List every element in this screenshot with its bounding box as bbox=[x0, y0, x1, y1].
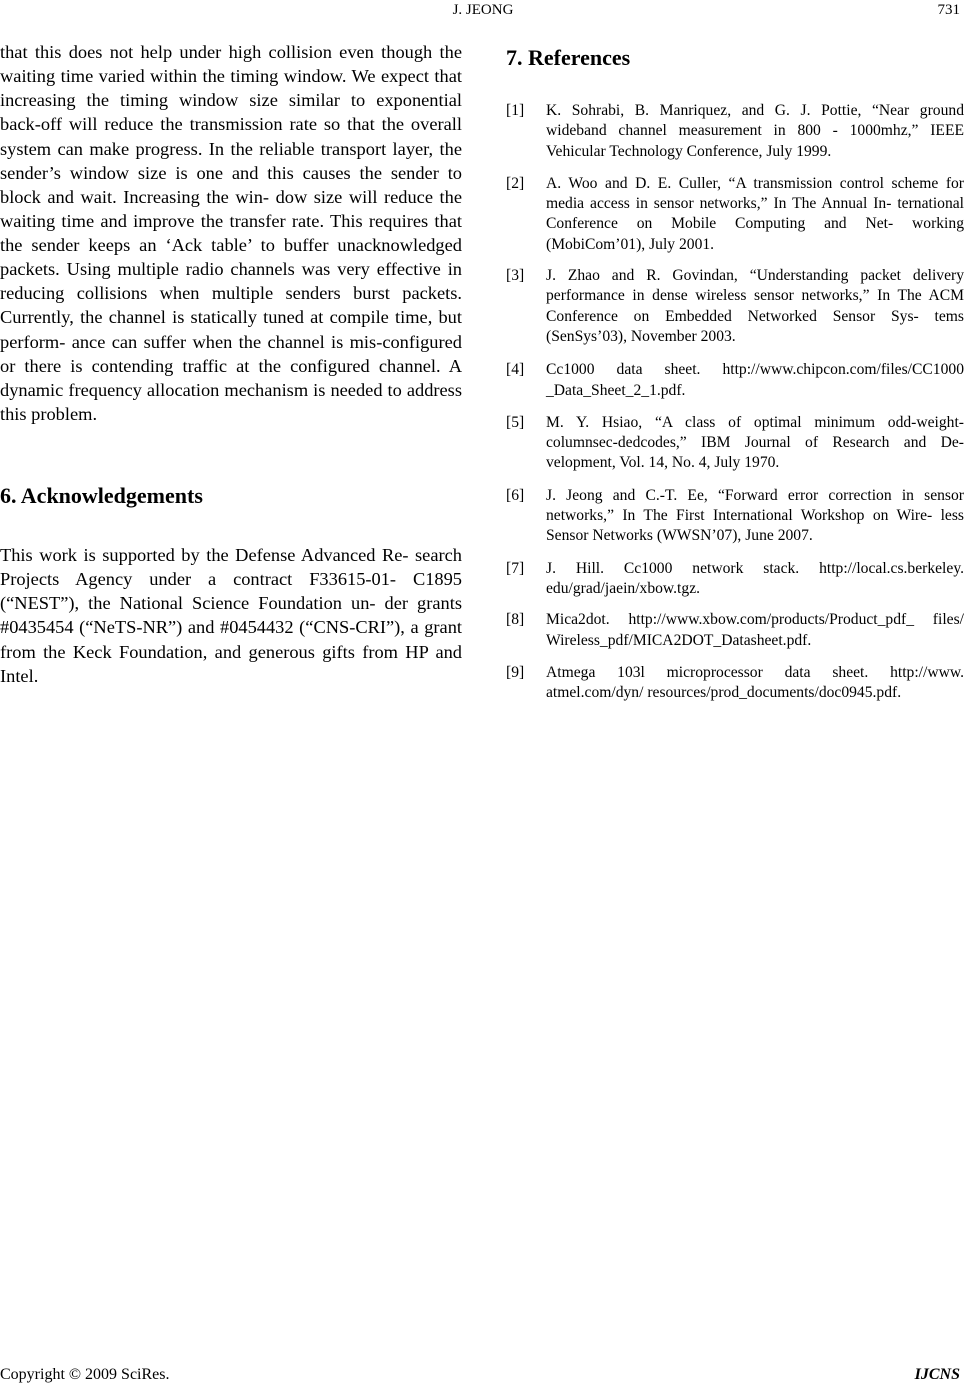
body-paragraph: that this does not help under high collision even though the waiting time varied within the timing window. We expect that increasing the timing window size similar to exponential back-off will reduce the transmission rate so that the overall system can make progress. In the reliable transport layer, the sender’s window size is one and this causes the sender to block and wait. Increasing the win- dow size will reduce the waiting time and improve the transfer rate. This requires that the sender keeps an ‘Ack table’ to buffer unacknowledged packets. Using multiple radio channels was very effective in reducing collisions when multiple senders burst packets. Currently, the channel is statically tuned at compile time, but perform- ance can suffer when the channel is mis-configured or there is contending traffic at the configured channel. A dynamic frequency allocation mechanism is needed to address this problem. bbox=[0, 42, 462, 424]
reference-number: [1] bbox=[506, 102, 525, 119]
reference-number: [8] bbox=[506, 611, 525, 629]
reference-item bbox=[506, 486, 964, 547]
reference-item bbox=[506, 610, 964, 651]
reference-text: J. Zhao and R. Govindan, “Understanding packet delivery performance in dense wireless sensor networks,” In The ACM Conference on Embedded Networked Sensor Sys- tems (SenSys’03), November 2003. bbox=[546, 267, 964, 345]
reference-text: A. Woo and D. E. Culler, “A transmission control scheme for media access in sensor networks,” In The Annual In- ternational Conference on Mobile Computing and Net- working (MobiCom’01), July 2001. bbox=[546, 174, 964, 253]
reference-item bbox=[506, 559, 964, 600]
reference-list bbox=[506, 101, 964, 703]
acknowledgements-text: This work is supported by the Defense Advanced Re- search Projects Agency under a contract F33615-01- C1895 (“NEST”), the National Science Foundation un- der grants #0435454 (“NeTS-NR”) and #0454432 (“CNS-CRI”), a grant from the Keck Foundation, and generous gifts from HP and Intel. bbox=[0, 545, 462, 686]
reference-item bbox=[506, 413, 964, 474]
reference-item bbox=[506, 266, 964, 347]
reference-number: [3] bbox=[506, 267, 525, 285]
acknowledgements-heading: 6. Acknowledgements bbox=[0, 483, 203, 508]
reference-item bbox=[506, 174, 964, 255]
journal-name: IJCNS bbox=[914, 1366, 960, 1383]
reference-number: [4] bbox=[506, 361, 525, 379]
page-number: 731 bbox=[937, 2, 960, 18]
reference-number: [7] bbox=[506, 559, 525, 577]
running-header-author: J. JEONG bbox=[452, 2, 514, 18]
reference-item bbox=[506, 101, 964, 162]
reference-item bbox=[506, 360, 964, 401]
reference-text: Cc1000 data sheet. http://www.chipcon.com/files/CC1000 _Data_Sheet_2_1.pdf. bbox=[546, 361, 964, 399]
reference-text: M. Y. Hsiao, “A class of optimal minimum odd-weight- columnsec-dedcodes,” IBM Journal of Research and De- velopment, Vol. 14, No. 4, July 1970. bbox=[546, 413, 964, 472]
copyright-notice: Copyright © 2009 SciRes. bbox=[0, 1366, 170, 1383]
left-column bbox=[0, 40, 462, 686]
reference-item bbox=[506, 663, 964, 704]
references-heading: 7. References bbox=[506, 45, 631, 70]
reference-text: Atmega 103l microprocessor data sheet. http://www. atmel.com/dyn/ resources/prod_documents/doc0945.pdf. bbox=[546, 663, 964, 702]
reference-number: [2] bbox=[506, 174, 525, 192]
reference-number: [9] bbox=[506, 663, 525, 681]
reference-text: J. Jeong and C.-T. Ee, “Forward error correction in sensor networks,” In The First International Workshop on Wire- less Sensor Networks (WWSN’07), June 2007. bbox=[546, 486, 964, 545]
reference-text: K. Sohrabi, B. Manriquez, and G. J. Pottie, “Near ground wideband channel measurement in 800 - 1000mhz,” IEEE Vehicular Technology Conference, July 1999. bbox=[546, 102, 964, 160]
reference-text: Mica2dot. http://www.xbow.com/products/Product_pdf_ files/ Wireless_pdf/MICA2DOT_Datasheet.pdf. bbox=[546, 611, 964, 649]
reference-number: [6] bbox=[506, 486, 525, 504]
reference-number: [5] bbox=[506, 413, 525, 431]
reference-text: J. Hill. Cc1000 network stack. http://local.cs.berkeley. edu/grad/jaein/xbow.tgz. bbox=[546, 559, 964, 597]
